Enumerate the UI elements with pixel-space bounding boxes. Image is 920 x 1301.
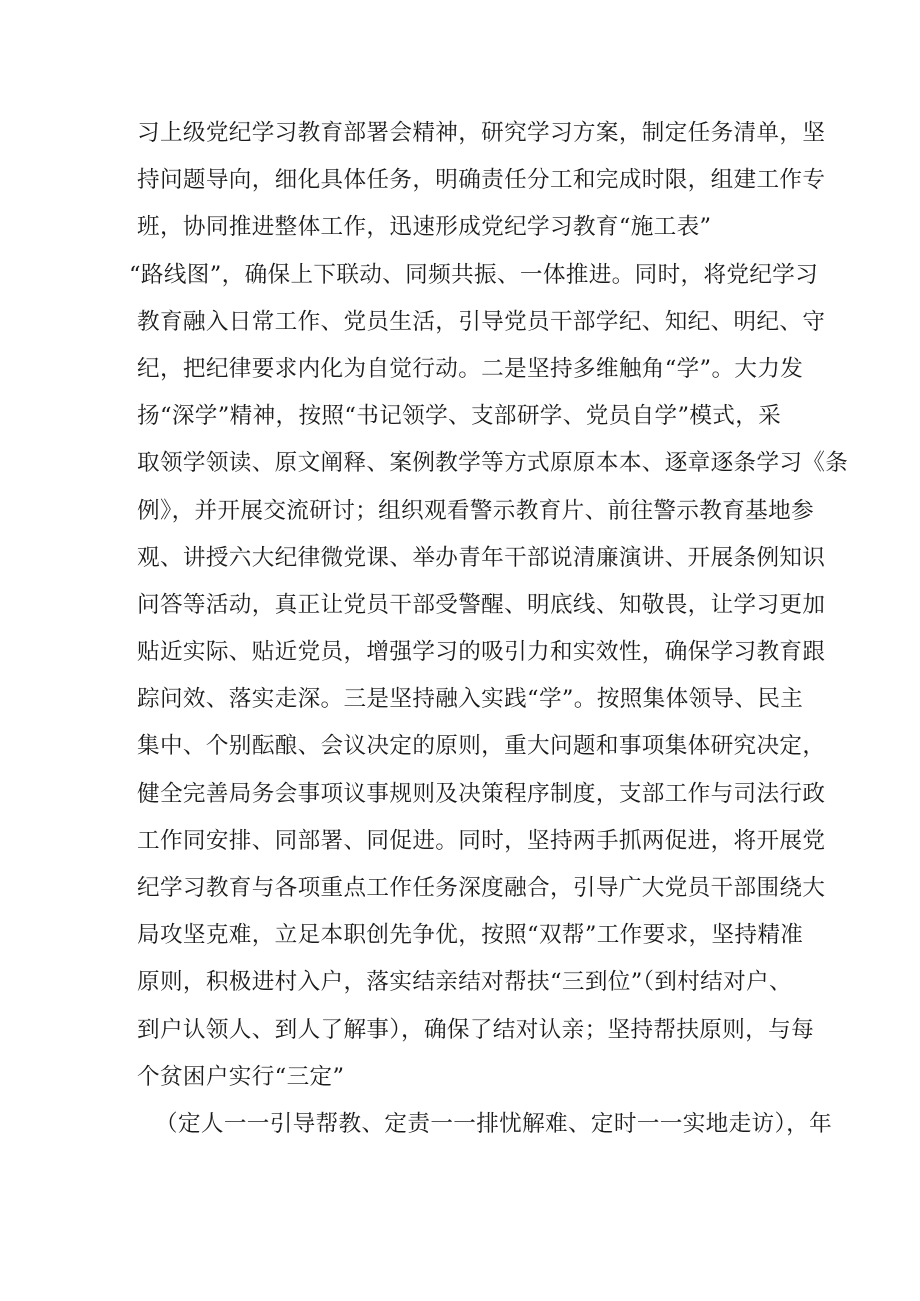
text-line: 例》，并开展交流研讨；组织观看警示教育片、前往警示教育基地参 [137, 497, 815, 524]
text-line: 到户认领人、到人了解事），确保了结对认亲；坚持帮扶原则，与每 [137, 1016, 815, 1043]
text-line: 持问题导向，细化具体任务，明确责任分工和完成时限，组建工作专 [137, 167, 826, 194]
text-line: （定人一一引导帮教、定责一一排忧解难、定时一一实地走访），年 [155, 1110, 833, 1137]
text-line: 健全完善局务会事项议事规则及决策程序制度，支部工作与司法行政 [137, 780, 826, 807]
text-line: 习上级党纪学习教育部署会精神，研究学习方案，制定任务清单，坚 [137, 120, 826, 146]
text-line: 工作同安排、同部署、同促进。同时，坚持两手抓两促进，将开展党 [137, 827, 826, 854]
text-line: 个贫困户实行“三定” [137, 1063, 345, 1090]
text-line: 纪学习教育与各项重点工作任务深度融合，引导广大党员干部围绕大 [137, 875, 826, 901]
text-line: 贴近实际、贴近党员，增强学习的吸引力和实效性，确保学习教育跟 [137, 639, 826, 666]
text-line: “路线图”，确保上下联动、同频共振、一体推进。同时，将党纪学习 [129, 261, 819, 288]
body-text [129, 110, 849, 1148]
text-line: 原则，积极进村入户，落实结亲结对帮扶“三到位”（到村结对户、 [137, 969, 792, 996]
text-line: 教育融入日常工作、党员生活，引导党员干部学纪、知纪、明纪、守 [137, 308, 826, 335]
text-line: 集中、个别酝酿、会议决定的原则，重大问题和事项集体研究决定， [137, 733, 826, 760]
text-line: 班，协同推进整体工作，迅速形成党纪学习教育“施工表” [137, 214, 712, 241]
text-line: 问答等活动，真正让党员干部受警醒、明底线、知敬畏，让学习更加 [137, 591, 826, 618]
text-line: 扬“深学”精神，按照“书记领学、支部研学、党员自学”模式，采 [137, 403, 782, 430]
text-line: 局攻坚克难，立足本职创先争优，按照“双帮”工作要求，坚持精准 [137, 922, 804, 949]
text-line: 取领学领读、原文阐释、案例教学等方式原原本本、逐章逐条学习《条 [137, 450, 849, 477]
text-line: 纪，把纪律要求内化为自觉行动。二是坚持多维触角“学”。大力发 [137, 355, 804, 382]
text-line: 踪问效、落实走深。三是坚持融入实践“学”。按照集体领导、民主 [137, 686, 804, 713]
text-line: 观、讲授六大纪律微党课、举办青年干部说清廉演讲、开展条例知识 [137, 544, 826, 571]
